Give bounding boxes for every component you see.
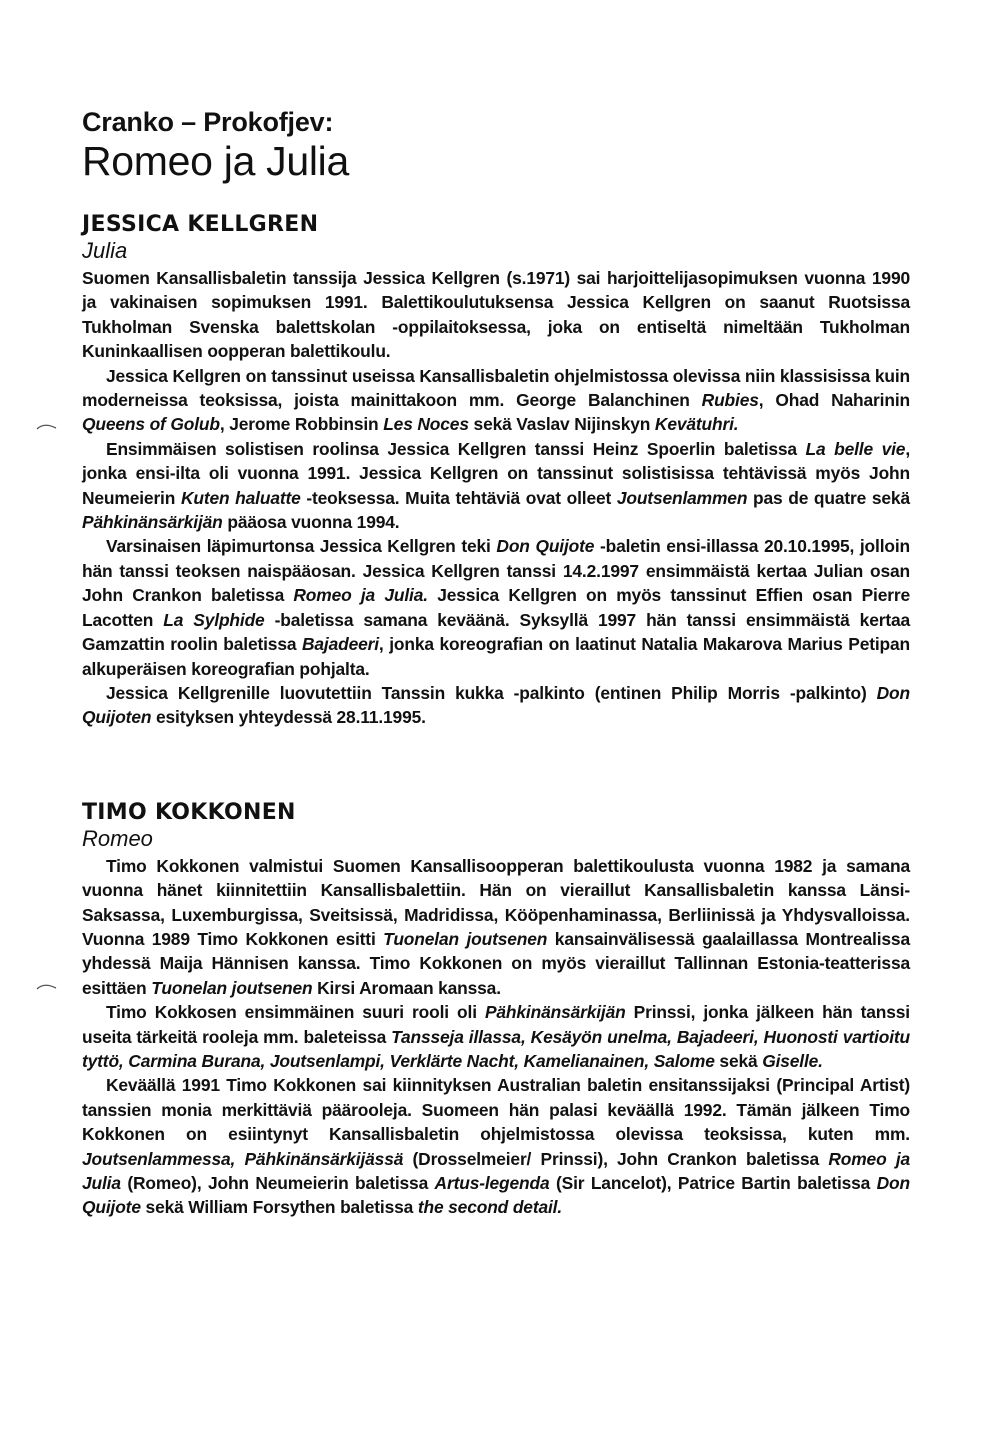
text-run: -baletissa samana keväänä. Syksyllä 1997 hän tanssi ensimmäistä kertaa Gamzattin roolin baletissa — [82, 609, 911, 655]
text-run: , Jerome Robbinsin — [219, 414, 384, 435]
text-run: esityksen yhteydessä 28.11.1995. — [151, 707, 426, 728]
work-title: Romeo ja Julia — [82, 1148, 911, 1193]
work-title: Joutsenlammessa, Pähkinänsärkijässä — [82, 1148, 404, 1169]
work-title: Don Quijoten — [82, 682, 910, 728]
text-run: sekä — [714, 1050, 763, 1071]
work-title: Tuonelan joutsenen — [383, 928, 548, 949]
text-run: Jessica Kellgrenille luovutettiin Tanssin kukka -palkinto (entinen Philip Morris -palkinto) — [106, 682, 877, 703]
text-run: Keväällä 1991 Timo Kokkonen sai kiinnityksen Australian baletin ensitanssijaksi (Principal Artist) tanssien monia merkittäviä päärooleja. Suomeen hän palasi keväällä 1992. Tämän jälkeen Timo Kokkonen on esiintynyt Kansallisbaletin ohjelmistossa olevissa teoksissa, kuten mm. — [82, 1075, 910, 1145]
paragraph — [82, 681, 910, 730]
work-title: Kuten haluatte — [180, 487, 301, 508]
document-supertitle: Cranko – Prokofjev: — [82, 107, 334, 137]
section-jessica-kellgren — [82, 212, 910, 730]
work-title: Artus-legenda — [434, 1173, 550, 1193]
work-title: Les Noces — [383, 414, 469, 435]
section-timo-kokkonen — [82, 800, 910, 1220]
dancer-name: TIMO KOKKONEN — [82, 799, 296, 825]
margin-mark — [36, 980, 58, 992]
paragraph — [82, 266, 910, 364]
work-title: Pähkinänsärkijän — [484, 1002, 626, 1023]
text-run: Jessica Kellgren on myös tanssinut Effien osan Pierre Lacotten — [82, 585, 910, 630]
text-run: Jessica Kellgren on tanssinut useissa Kansallisbaletin ohjelmistossa olevissa niin klassisissa kuin moderneissa teoksissa, joista mainittakoon mm. George Balanchinen — [82, 365, 910, 411]
text-run: Varsinaisen läpimurtonsa Jessica Kellgren teki — [106, 536, 497, 557]
work-title: the second detail. — [417, 1197, 563, 1218]
text-run: pääosa vuonna 1994. — [222, 512, 400, 533]
work-title: Giselle. — [762, 1050, 823, 1071]
work-title: Tuonelan joutsenen — [151, 977, 313, 998]
work-title: Rubies — [701, 390, 759, 411]
text-run: (Sir Lancelot), Patrice Bartin baletissa — [549, 1173, 877, 1193]
work-title: Don Quijote — [82, 1173, 910, 1218]
text-run: Suomen Kansallisbaletin tanssija Jessica Kellgren (s.1971) sai harjoittelijasopimuksen vuonna 1990 ja vakinaisen sopimuksen 1991. Balettikoulutuksensa Jessica Kellgren on saanut Ruotsissa Tukholman Svenska balettskolan -oppilaitoksessa, joka on entiseltä nimeltään Tukholman Kuninkaallisen oopperan balettikoulu. — [82, 268, 910, 362]
work-title: Kevätuhri. — [654, 414, 739, 435]
paragraph — [82, 1073, 910, 1219]
document-title: Romeo ja Julia — [82, 138, 349, 184]
paragraph — [82, 534, 910, 680]
text-run: Ensimmäisen solistisen roolinsa Jessica Kellgren tanssi Heinz Spoerlin baletissa — [106, 438, 806, 459]
dancer-role: Romeo — [82, 825, 153, 851]
text-run: sekä William Forsythen baletissa — [140, 1197, 418, 1218]
text-run: (Drosselmeier/ Prinssi), John Crankon baletissa — [403, 1148, 829, 1169]
text-run: Kirsi Aromaan kanssa. — [312, 977, 501, 998]
text-run: -teoksessa. Muita tehtäviä ovat olleet — [300, 487, 617, 508]
text-run: , jonka ensi-ilta oli vuonna 1991. Jessica Kellgren on tanssinut solistisissa tehtävissä myös John Neumeierin — [82, 438, 910, 508]
paragraph — [82, 437, 910, 535]
work-title: Pähkinänsärkijän — [82, 512, 223, 533]
dancer-name: JESSICA KELLGREN — [82, 212, 319, 237]
text-run: Timo Kokkonen valmistui Suomen Kansallisoopperan balettikoulusta vuonna 1982 ja samana vuonna hänet kiinnitettiin Kansallisbalettiin. Hän on vieraillut Kansallisbaletin kanssa Länsi-Saksassa, Luxemburgissa, Sveitsissä, Madridissa, Kööpenhaminassa, Berliinissä ja Yhdysvalloissa. Vuonna 1989 Timo Kokkonen esitti — [82, 855, 910, 949]
document-page — [82, 106, 910, 1220]
paragraph — [82, 364, 910, 437]
text-run: , jonka koreografian on laatinut Natalia Makarova Marius Petipan alkuperäisen koreografian pohjalta. — [82, 634, 911, 679]
text-run: -baletin ensi-illassa 20.10.1995, jolloin hän tanssi teoksen naispääosan. Jessica Kellgren tanssi 14.2.1997 ensimmäistä kertaa Julian osan John Crankon baletissa — [82, 536, 911, 606]
dancer-role: Julia — [82, 238, 128, 263]
work-title: Don Quijote — [496, 536, 595, 557]
work-title: Queens of Golub — [82, 414, 220, 435]
work-title: Tansseja illassa, Kesäyön unelma, Bajadeeri, Huonosti vartioitu tyttö, Carmina Burana, Joutsenlampi, Verklärte Nacht, Kamelianainen, Salome — [82, 1026, 911, 1071]
text-run: Prinssi, jonka jälkeen hän tanssi useita tärkeitä rooleja mm. baleteissa — [82, 1002, 910, 1047]
text-run: Timo Kokkosen ensimmäinen suuri rooli oli — [106, 1002, 485, 1023]
text-run: sekä Vaslav Nijinskyn — [468, 414, 655, 435]
work-title: La belle vie — [805, 438, 906, 459]
text-run: pas de quatre sekä — [747, 487, 910, 508]
text-run: , Ohad Naharinin — [758, 390, 910, 411]
margin-mark — [36, 420, 58, 432]
work-title: Romeo ja Julia. — [293, 585, 428, 606]
text-run: (Romeo), John Neumeierin baletissa — [120, 1173, 435, 1193]
work-title: Joutsenlammen — [616, 487, 748, 508]
work-title: La Sylphide — [163, 609, 265, 630]
paragraph — [82, 854, 910, 1000]
text-run: kansainvälisessä gaalaillassa Montrealissa yhdessä Maija Hännisen kanssa. Timo Kokkonen on myös vieraillut Tallinnan Estonia-teatterissa esittäen — [82, 928, 910, 998]
paragraph — [82, 1000, 910, 1073]
work-title: Bajadeeri — [301, 634, 379, 655]
